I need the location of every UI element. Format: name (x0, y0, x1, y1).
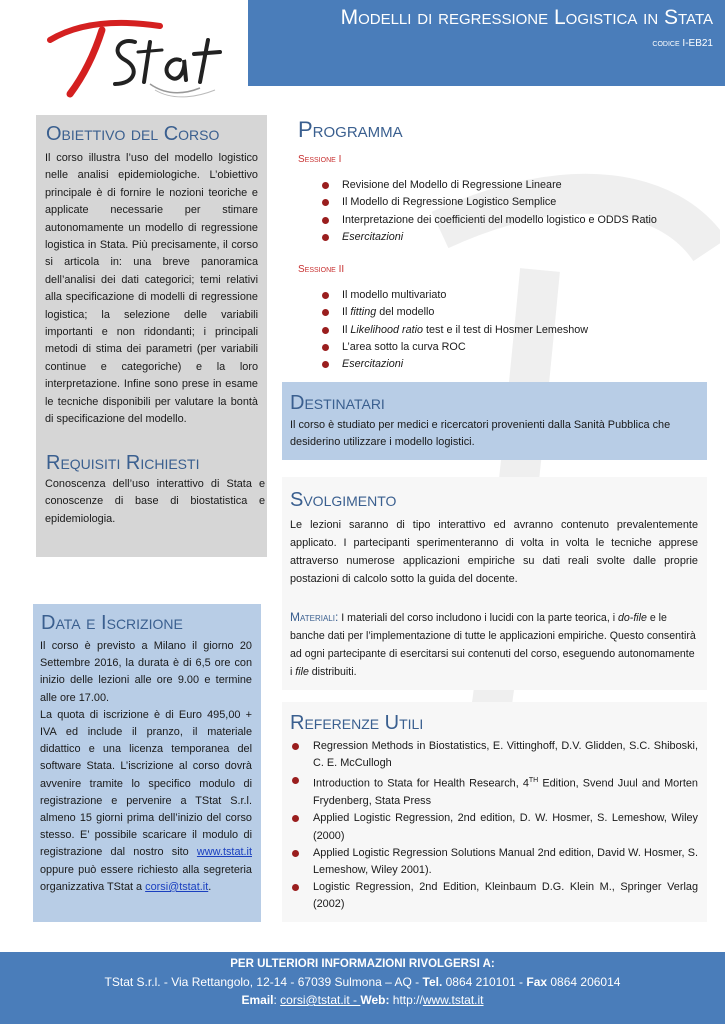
footer (0, 952, 725, 1024)
data-text-3: oppure può essere richiesto alla segreteria organizzativa TStat a (40, 863, 252, 893)
footer-email-label: Email (241, 993, 274, 1007)
list-item: L’area sotto la curva ROC (322, 339, 588, 356)
footer-tel-label: Tel. (422, 975, 443, 989)
footer-web-link[interactable]: www.tstat.it (422, 993, 484, 1007)
item-text-italic: fitting (350, 306, 377, 319)
footer-fax-label: Fax (526, 975, 548, 989)
obiettivo-title: Obiettivo del Corso (46, 123, 220, 145)
footer-web-prefix: http:// (389, 993, 423, 1007)
page-title: Modelli di regressione Logistica in Stata (340, 6, 713, 29)
session1-label: Sessione I (298, 154, 342, 165)
materiali-part: I materiali del corso includono i lucidi con la parte teorica, i (338, 612, 619, 624)
materiali-italic: file (295, 666, 309, 678)
materiali-italic: do-file (618, 612, 647, 624)
list-item: Il Modello di Regressione Logistico Semplice (322, 194, 657, 211)
footer-address (0, 975, 725, 989)
obiettivo-text: Il corso illustra l’uso del modello logistico nelle analisi epidemiologiche. L’obiettivo principale è di fornire le nozioni teoriche e applicate necessarie per stimare autonomamente un modello di regressione logistica in Stata. Più precisamente, il corso si articola in: una breve panoramica dell’analisi dei dati categorici; temi relativi alla specificazione di modelli di regressione logistica; la selezione delle variabili importanti e non ridondanti; i principali metodi di stima dei parametri (per variabili continue e categoriche) e la loro interpretazione. Infine sono prese in esame le tecniche disponibili per valutare la bontà di specificazione del modello. (45, 152, 258, 426)
data-iscrizione-text (40, 638, 252, 896)
footer-email-link[interactable]: corsi@tstat.it - (280, 993, 361, 1007)
footer-web-label: Web: (360, 993, 390, 1007)
data-iscrizione-title: Data e Iscrizione (41, 612, 183, 634)
site-link[interactable]: www.tstat.it (196, 846, 252, 859)
footer-heading: PER ULTERIORI INFORMAZIONI RIVOLGERSI A: (230, 958, 495, 970)
ref-sup: TH (528, 777, 539, 785)
list-item: Revisione del Modello di Regressione Lineare (322, 177, 657, 194)
destinatari-title: Destinatari (290, 392, 385, 414)
svolgimento-title: Svolgimento (290, 489, 397, 511)
session2-label: Sessione II (298, 264, 345, 275)
reference-item: Regression Methods in Biostatistics, E. Vittinghoff, D.V. Glidden, S.C. Shiboski, C. E. McCullogh (290, 738, 698, 772)
reference-item: Logistic Regression, 2nd Edition, Kleinbaum D.G. Klein M., Springer Verlag (2002) (290, 879, 698, 913)
item-text: test e il test di Hosmer Lemeshow (423, 323, 589, 336)
item-text-italic: Likelihood ratio (350, 323, 424, 336)
footer-address-text: TStat S.r.l. - Via Rettangolo, 12-14 - 67039 Sulmona – AQ - (104, 975, 423, 989)
footer-email-sep: : (273, 993, 281, 1007)
data-text-2: La quota di iscrizione è di Euro 495,00 + IVA ed include il pranzo, il materiale didattico e una licenza temporanea del software Stata. L’iscrizione al corso dovrà avvenire tramite lo specifico modulo di registrazione e pervenire a TStat S.r.l. almeno 15 giorni prima dell’inizio del corso stesso. E’ possibile scaricare il modulo di registrazione dal nostro sito (40, 708, 252, 859)
item-text: del modello (376, 306, 435, 319)
item-text: Il (342, 323, 351, 336)
reference-item: Applied Logistic Regression Solutions Manual 2nd edition, David W. Hosmer, S. Lemeshow, Wiley 2001). (290, 845, 698, 879)
materiali-text (290, 608, 698, 681)
tstat-logo (40, 12, 240, 102)
data-text-1: Il corso è previsto a Milano il giorno 20 Settembre 2016, la durata è di 6,5 ore con inizio delle lezioni alle ore 9.00 e termine alle ore 17.00. (40, 640, 252, 704)
list-item: Interpretazione dei coefficienti del modello logistico e ODDS Ratio (322, 212, 657, 229)
course-code: codice I-EB21 (652, 38, 713, 49)
requisiti-title: Requisiti Richiesti (46, 452, 200, 474)
session2-list (322, 287, 588, 373)
item-text: Il (342, 306, 351, 319)
list-item (322, 304, 588, 321)
materiali-label: Materiali: (290, 610, 339, 624)
ref-text: Edition, Svend Juul and Morten Frydenberg, Stata Press (313, 778, 698, 808)
list-item: Esercitazioni (322, 356, 588, 373)
programma-title: Programma (298, 117, 403, 142)
list-item (322, 322, 588, 339)
session1-list (322, 177, 657, 246)
list-item: Il modello multivariato (322, 287, 588, 304)
materiali-part: distribuiti. (308, 666, 357, 678)
footer-contacts (0, 993, 725, 1007)
ref-text: Introduction to Stata for Health Research, 4 (313, 778, 529, 791)
email-link[interactable]: corsi@tstat.it (145, 880, 209, 893)
reference-item: Applied Logistic Regression, 2nd edition, D. W. Hosmer, S. Lemeshow, Wiley (2000) (290, 810, 698, 844)
data-text-4: . (208, 880, 212, 893)
header-band (248, 0, 725, 86)
svolgimento-text: Le lezioni saranno di tipo interattivo ed avranno contenuto prevalentemente applicato. I partecipanti sperimenteranno di volta in volta le tecniche apprese attraverso numerose applicazioni empiriche su dati reali svolte dalle proprie postazioni di calcolo sotto la guida del docente. (290, 519, 698, 585)
footer-tel: 0864 210101 - (442, 975, 527, 989)
list-item: Esercitazioni (322, 229, 657, 246)
footer-fax: 0864 206014 (547, 975, 621, 989)
referenze-title: Referenze Utili (290, 712, 424, 734)
requisiti-text: Conoscenza dell’uso interattivo di Stata e conoscenze di base di biostatistica e epidemiologia. (45, 478, 265, 525)
referenze-list (290, 738, 698, 914)
destinatari-text: Il corso è studiato per medici e ricercatori provenienti dalla Sanità Pubblica che desiderino utilizzare i modello logistici. (290, 419, 671, 449)
materiali-part: e le banche dati per l’implementazione di tutte le applicazioni empiriche. Questo consentirà ad ogni partecipante di esercitarsi sui contenuti del corso, eseguendo autonomamente i (290, 612, 696, 678)
reference-item (290, 772, 698, 810)
